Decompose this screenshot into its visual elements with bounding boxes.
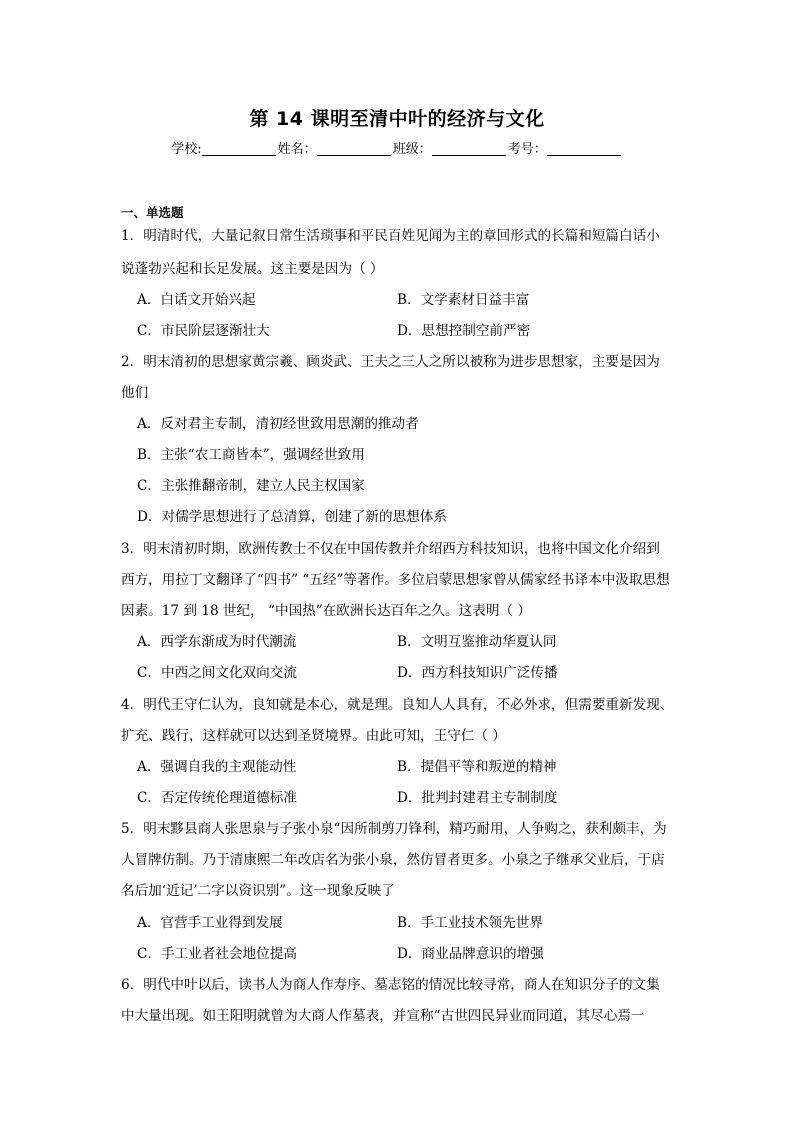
question-2-option-a: A．反对君主专制，清初经世致用思潮的推动者 xyxy=(137,416,419,432)
question-5-option-d: D．商业品牌意识的增强 xyxy=(397,946,544,962)
question-3-line-2: 西方，用拉丁文翻译了“四书” “五经”等著作。多位启蒙思想家曾从儒家经书译本中汲取思想 xyxy=(121,572,670,588)
question-5-line-3: 名后加‘近记’二字以资识别”。这一现象反映了 xyxy=(121,883,395,899)
question-1-line-2: 说蓬勃兴起和长足发展。这主要是因为（ ） xyxy=(121,261,384,277)
question-1-line-1: 1．明清时代，大量记叙日常生活琐事和平民百姓见闻为主的章回形式的长篇和短篇白话小 xyxy=(121,228,660,244)
question-5-line-2: 人冒牌仿制。乃于清康熙二年改店名为张小泉，然仿冒者更多。小泉之子继承父业后，于店 xyxy=(121,852,665,868)
question-3-line-3: 因素。17 到 18 世纪， “中国热”在欧洲长达百年之久。这表明（ ） xyxy=(121,603,531,619)
question-5-line-1: 5．明末黟县商人张思泉与子张小泉“因所制剪刀锋利，精巧耐用，人争购之，获利颇丰，为 xyxy=(121,821,667,837)
question-3-option-a: A．西学东渐成为时代潮流 xyxy=(137,634,297,650)
question-5-option-b: B．手工业技术领先世界 xyxy=(397,915,543,931)
question-1-option-d: D．思想控制空前严密 xyxy=(397,323,531,339)
page-title: 第 14 课明至清中叶的经济与文化 xyxy=(249,108,545,130)
id-label: 考号： xyxy=(507,142,547,157)
question-1-option-a: A．白话文开始兴起 xyxy=(137,292,256,308)
question-5-option-c: C．手工业者社会地位提高 xyxy=(137,946,297,962)
question-3-option-c: C．中西之间文化双向交流 xyxy=(137,665,297,681)
question-4-line-2: 扩充、践行，这样就可以达到圣贤境界。由此可知，王守仁（ ） xyxy=(121,728,506,744)
school-blank[interactable] xyxy=(202,141,276,156)
question-2-line-1: 2．明末清初的思想家黄宗羲、顾炎武、王夫之三人之所以被称为进步思想家，主要是因为 xyxy=(121,354,660,370)
question-3-option-b: B．文明互鉴推动华夏认同 xyxy=(397,634,557,650)
question-4-option-b: B．提倡平等和叛逆的精神 xyxy=(397,759,557,775)
id-blank[interactable] xyxy=(547,141,621,156)
question-1-option-b: B．文学素材日益丰富 xyxy=(397,292,530,308)
name-label: 姓名： xyxy=(277,142,317,157)
class-label: 班级： xyxy=(392,142,432,157)
name-blank[interactable] xyxy=(317,141,391,156)
question-2-option-d: D．对儒学思想进行了总清算，创建了新的思想体系 xyxy=(137,509,447,525)
question-4-option-c: C．否定传统伦理道德标准 xyxy=(137,790,297,806)
section-heading: 一、单选题 xyxy=(121,205,184,220)
question-3-option-d: D．西方科技知识广泛传播 xyxy=(397,665,558,681)
class-blank[interactable] xyxy=(432,141,506,156)
question-1-option-c: C．市民阶层逐渐壮大 xyxy=(137,323,270,339)
question-3-line-1: 3．明末清初时期，欧洲传教士不仅在中国传教并介绍西方科技知识，也将中国文化介绍到 xyxy=(121,541,660,557)
question-6-line-2: 中大量出现。如王阳明就曾为大商人作墓表，并宣称“古世四民异业而同道，其尽心焉一 xyxy=(121,1008,645,1024)
question-4-option-a: A．强调自我的主观能动性 xyxy=(137,759,297,775)
question-2-line-2: 他们 xyxy=(121,385,149,401)
question-2-option-b: B．主张“农工商皆本”，强调经世致用 xyxy=(137,447,365,463)
question-6-line-1: 6．明代中叶以后，读书人为商人作寿序、墓志铭的情况比较寻常，商人在知识分子的文集 xyxy=(121,977,660,993)
question-4-line-1: 4．明代王守仁认为，良知就是本心，就是理。良知人人具有，不必外求，但需要重新发现、 xyxy=(121,697,674,713)
question-2-option-c: C．主张推翻帝制，建立人民主权国家 xyxy=(137,478,365,494)
school-label: 学校: xyxy=(171,142,202,157)
question-5-option-a: A．官营手工业得到发展 xyxy=(137,915,283,931)
student-info-line xyxy=(0,138,794,157)
question-4-option-d: D．批判封建君主专制制度 xyxy=(397,790,558,806)
